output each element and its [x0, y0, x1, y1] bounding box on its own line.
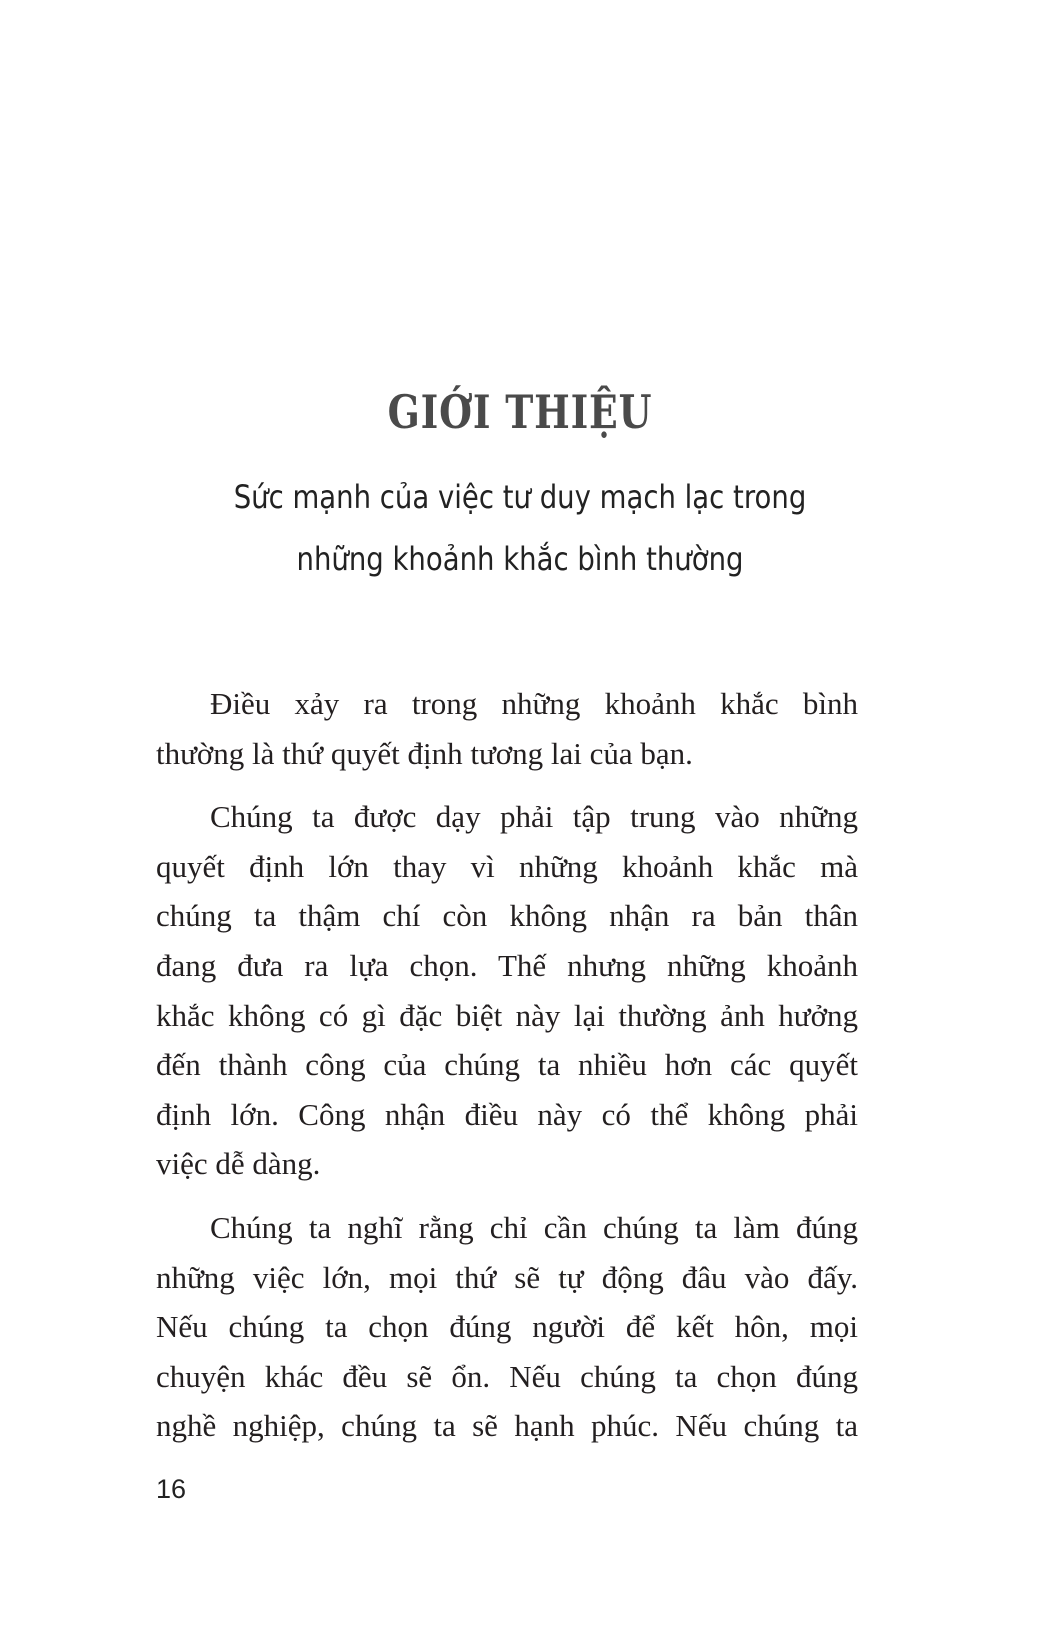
text-line: những việc lớn, mọi thứ sẽ tự động đâu vào đấy.	[156, 1259, 858, 1295]
paragraph-3	[156, 1203, 858, 1451]
paragraph-1	[156, 679, 858, 778]
text-line: Điều xảy ra trong những khoảnh khắc bình	[210, 686, 858, 721]
text-line: chúng ta thậm chí còn không nhận ra bản thân	[156, 898, 858, 934]
chapter-title: GIỚI THIỆU	[387, 385, 653, 439]
text-line: Nếu chúng ta chọn đúng người để kết hôn, mọi	[156, 1309, 858, 1345]
page-number: 16	[156, 1474, 187, 1504]
text-line: thường là thứ quyết định tương lai của bạn.	[156, 735, 693, 771]
paragraph-2	[156, 792, 858, 1189]
text-line: định lớn. Công nhận điều này có thể không phải	[156, 1096, 858, 1132]
text-line: đang đưa ra lựa chọn. Thế nhưng những khoảnh	[156, 947, 858, 983]
text-line: quyết định lớn thay vì những khoảnh khắc mà	[156, 848, 858, 884]
text-line: nghề nghiệp, chúng ta sẽ hạnh phúc. Nếu chúng ta	[156, 1408, 858, 1444]
text-line: Chúng ta nghĩ rằng chỉ cần chúng ta làm đúng	[210, 1209, 858, 1245]
text-line: chuyện khác đều sẽ ổn. Nếu chúng ta chọn đúng	[156, 1358, 858, 1394]
chapter-subtitle-line: những khoảnh khắc bình thường	[296, 540, 744, 578]
chapter-subtitle-line: Sức mạnh của việc tư duy mạch lạc trong	[233, 478, 807, 516]
text-line: Chúng ta được dạy phải tập trung vào những	[210, 799, 858, 835]
text-line: việc dễ dàng.	[156, 1146, 321, 1182]
text-line: khắc không có gì đặc biệt này lại thường ảnh hưởng	[156, 997, 858, 1033]
text-line: đến thành công của chúng ta nhiều hơn các quyết	[156, 1047, 858, 1083]
body-text	[156, 679, 858, 1465]
